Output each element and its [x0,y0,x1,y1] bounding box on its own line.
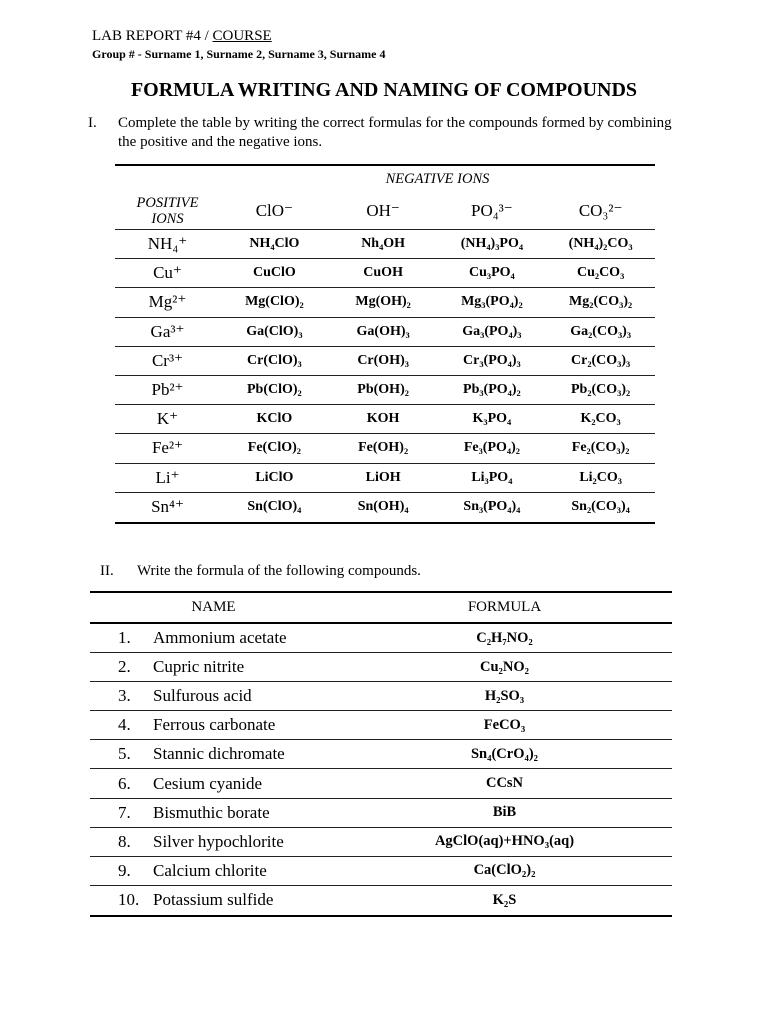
negative-ion-header: OH⁻ [366,201,400,220]
compound-formula: C₂H₇NO₂ [476,629,533,646]
compound-formula: Cu₂NO₂ [480,658,529,675]
formula-cell: Ga₂(CO₃)₃ [570,323,632,339]
table-row [115,376,655,405]
compounds-table [90,591,672,917]
compound-formula: CCsN [485,775,524,792]
negative-ion-header: CO₃²⁻ [578,201,623,220]
formula-cell: Cu₃PO₄ [469,265,515,281]
formula-cell: Cr₂(CO₃)₃ [571,352,631,368]
compound-formula: FeCO₃ [483,716,526,733]
negative-ion-header: PO₄³⁻ [471,201,513,220]
positive-ion-label: Cr³⁺ [151,350,184,370]
formula-cell: Ga(OH)₃ [356,323,410,339]
positive-ion-label: Ga³⁺ [150,321,185,341]
page-title: FORMULA WRITING AND NAMING OF COMPOUNDS [130,79,638,101]
positive-ion-label: K⁺ [156,409,179,429]
table-row [115,347,655,376]
compound-name: Stannic dichromate [153,744,285,764]
table-row [115,230,655,259]
section-instruction: Complete the table by writing the correct formulas for the compounds formed by combining the positive and the negative ions. [118,115,672,150]
item-number: 5. [118,744,131,764]
positive-ion-label: Fe²⁺ [151,438,184,458]
formula-cell: Li₂CO₃ [579,469,622,485]
formula-column-header: FORMULA [467,599,542,615]
formula-cell: Fe₃(PO₄)₂ [463,440,520,456]
table-body [90,624,672,915]
section-number: I. [88,115,97,131]
compound-formula: AgClO(aq)+HNO₃(aq) [434,833,575,850]
table-row [90,828,672,857]
table-row [115,464,655,493]
table-row [115,288,655,317]
table-row [90,857,672,886]
item-number: 10. [118,890,140,910]
formula-cell: Sn₃(PO₄)₄ [463,499,521,515]
table-row [115,318,655,347]
formula-cell: Fe(ClO)₂ [247,440,301,456]
formula-cell: Fe(OH)₂ [358,440,409,456]
ions-table [115,164,655,524]
formula-cell: Cr(ClO)₃ [247,352,302,368]
positive-ion-label: Mg²⁺ [148,292,187,312]
compound-name: Potassium sulfide [153,890,274,910]
negative-ion-header: ClO⁻ [255,201,294,220]
formula-cell: K₃PO₄ [472,411,512,427]
compound-formula: K₂S [492,891,517,908]
section-instruction: Write the formula of the following compounds. [137,563,421,579]
name-column-header: NAME [191,599,236,615]
formula-cell: LiClO [255,469,294,485]
formula-cell: CuClO [252,265,296,281]
formula-cell: Mg(ClO)₂ [245,294,304,310]
compound-formula: Ca(ClO₂)₂ [473,862,536,879]
course-name: COURSE [212,28,272,44]
table-row [90,682,672,711]
table-row [90,769,672,798]
formula-cell: Mg(OH)₂ [355,294,411,310]
formula-cell: NH₄ClO [249,236,300,252]
item-number: 7. [118,802,131,822]
positive-ions-heading-cell [115,195,220,228]
formula-cell: Li₃PO₄ [471,469,513,485]
formula-cell: K₂CO₃ [580,411,621,427]
item-number: 1. [118,628,131,648]
formula-cell: KClO [256,411,293,427]
formula-cell: Pb(ClO)₂ [247,382,302,398]
formula-cell: Pb₃(PO₄)₂ [463,382,521,398]
table-row [90,740,672,769]
item-number: 2. [118,657,131,677]
compound-name: Ferrous carbonate [153,715,276,735]
formula-cell: Cr(OH)₃ [357,352,409,368]
section-number: II. [100,563,114,579]
compound-name: Cesium cyanide [153,773,263,793]
compound-name: Cupric nitrite [153,657,245,677]
compound-name: Bismuthic borate [153,802,270,822]
compound-name: Calcium chlorite [153,860,267,880]
table-header-row [115,193,655,230]
negative-ions-heading: NEGATIVE IONS [385,171,490,187]
table-header-row [90,593,672,624]
item-number: 9. [118,860,131,880]
formula-cell: KOH [366,411,400,427]
formula-cell: Pb₂(CO₃)₂ [570,382,631,398]
table-row [90,711,672,740]
positive-ion-label: Li⁺ [155,467,180,487]
compound-formula: BiB [492,804,517,821]
formula-cell: Sn₂(CO₃)₄ [571,499,630,515]
formula-cell: Ga₃(PO₄)₃ [462,323,522,339]
positive-ion-label: Sn⁴⁺ [151,497,184,517]
formula-cell: LiOH [365,469,401,485]
compound-name: Sulfurous acid [153,686,252,706]
compound-name: Ammonium acetate [153,628,287,648]
item-number: 6. [118,773,131,793]
positive-ion-label: Pb²⁺ [151,380,184,400]
formula-cell: Mg₂(CO₃)₂ [569,294,633,310]
formula-cell: CuOH [363,265,403,281]
table-row [115,405,655,434]
compound-formula: Sn₄(CrO₄)₂ [470,745,538,762]
positive-ions-heading: POSITIVE IONS [136,194,199,227]
positive-ion-label: Cu⁺ [153,263,182,283]
item-number: 8. [118,831,131,851]
table-row [90,624,672,653]
table-row [90,886,672,915]
formula-cell: (NH₄)₃PO₄ [460,236,524,252]
table-body [115,230,655,522]
compound-name: Silver hypochlorite [153,831,284,851]
item-number: 3. [118,686,131,706]
table-row [90,799,672,828]
formula-cell: Cr₃(PO₄)₃ [463,352,521,368]
formula-cell: Fe₂(CO₃)₂ [571,440,630,456]
item-number: 4. [118,715,131,735]
compound-formula: H₂SO₃ [484,687,525,704]
formula-cell: Pb(OH)₂ [357,382,409,398]
formula-cell: Sn(ClO)₄ [247,499,302,515]
formula-cell: Mg₃(PO₄)₂ [461,294,523,310]
report-heading [92,28,272,45]
formula-cell: Ga(ClO)₃ [246,323,303,339]
table-header-row [115,166,655,193]
formula-cell: Nh₄OH [361,236,406,252]
table-row [115,493,655,522]
positive-ion-label: NH₄⁺ [147,234,188,254]
formula-cell: Sn(OH)₄ [357,499,409,515]
formula-cell: (NH₄)₂CO₃ [568,236,633,252]
table-row [115,259,655,288]
group-members: Group # - Surname 1, Surname 2, Surname 3, Surname 4 [92,47,386,61]
table-row [115,434,655,463]
formula-cell: Cu₂CO₃ [576,265,625,281]
report-label: LAB REPORT #4 / [92,28,209,44]
table-row [90,653,672,682]
